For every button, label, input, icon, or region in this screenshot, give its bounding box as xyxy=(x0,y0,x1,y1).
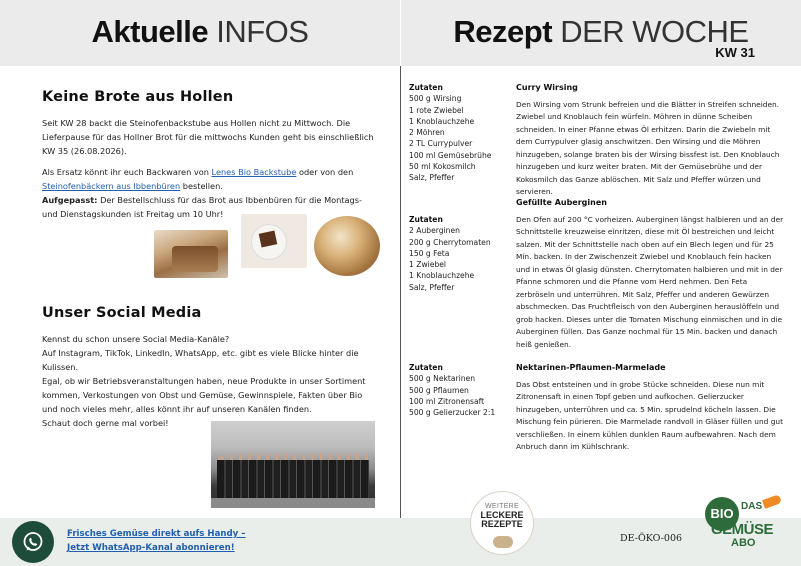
ingredient-item: 50 ml Kokosmilch xyxy=(409,162,476,172)
news-section xyxy=(42,90,378,228)
news-paragraph-1: Seit KW 28 backt die Steinofenbackstube aus Hollen nicht zu Mittwoch. Die Lieferpause für das Hollner Brot für die mittwochs Kunden geht bis einschließlich KW 35 (26.08.2026). xyxy=(42,118,374,156)
badge-main-line-2: REZEPTE xyxy=(481,519,523,529)
week-label: KW 31 xyxy=(715,45,755,60)
ingredient-item: 2 TL Currypulver xyxy=(409,139,473,149)
team-group-photo xyxy=(211,421,375,508)
recipe-title: Nektarinen-Pflaumen-Marmelade xyxy=(516,363,666,372)
bio-gemuese-abo-logo xyxy=(705,495,785,551)
team-crowd xyxy=(217,460,369,498)
ingredients-auberginen xyxy=(409,214,509,293)
whatsapp-link-line-1: Frisches Gemüse direkt aufs Handy – xyxy=(67,529,246,539)
more-recipes-badge[interactable] xyxy=(470,491,534,555)
social-title: Unser Social Media xyxy=(42,305,202,321)
logo-gemuese: GEMÜSE xyxy=(711,521,774,538)
news-p2-mid: oder von den xyxy=(296,167,354,177)
ingredient-item: 100 ml Gemüsebrühe xyxy=(409,150,492,160)
recipe-text: Den Ofen auf 200 °C vorheizen. Auberginen längst halbieren und an der Schnittstelle kreuzweise einritzen, diese mit Öl bestreichen und leicht salzen. Mit der Schnittstelle nach oben auf ein Blech legen und für 25 Min. backen. In der Zwischenzeit Zwiebel und Knoblauch fein hacken und in etwas Öl glasig dünsten. Cherrytomaten halbieren und mit in der Pfanne schmoren und die Pfanne vom Herd nehmen. Den Feta zerbröseln und unterrühren. Mit Salz, Pfeffer und anderen Gewürzen abschmecken. Das Fruchtfleisch von den Auberginen herauslöffeln und grob hacken. Dieses unter die Tomaten Mischung einmischen und in die Auberginen füllen. Das Ganze nochmal für 15 Min. backen und danach heiß genießen. xyxy=(516,214,784,349)
ingredients-curry-wirsing xyxy=(409,82,509,184)
header-right-bold: Rezept xyxy=(453,14,553,49)
header-left-bold: Aktuelle xyxy=(91,14,209,49)
ingredient-item: 200 g Cherrytomaten xyxy=(409,237,491,247)
carrot-icon xyxy=(762,494,782,509)
link-lenes-bio-backstube[interactable]: Lenes Bio Backstube xyxy=(211,167,297,177)
logo-das: DAS xyxy=(741,501,763,512)
ingredient-item: 1 Zwiebel xyxy=(409,260,447,270)
news-p2-start: Als Ersatz könnt ihr euch Backwaren von xyxy=(42,167,212,177)
news-p2-end: bestellen. xyxy=(180,181,223,191)
recipe-title: Curry Wirsing xyxy=(516,83,578,92)
brownie-photo xyxy=(241,214,307,268)
eco-control-code: DE-ÖKO-006 xyxy=(620,533,683,544)
recipe-text: Das Obst entsteinen und in grobe Stücke schneiden. Diese nun mit Zitronensaft in einen Topf geben und aufkochen. Gelierzucker hinzugeben, unterrühren und ca. 5 Min. sprudelnd köcheln lassen. Die Mischung fein pürieren. Die Marmelade randvoll in Gläser füllen und gut verschließen. In einem kühlen dunklen Raum aufbewahren. Nach dem Anbruch dann im Kühlschrank. xyxy=(516,379,783,451)
whatsapp-icon xyxy=(21,530,45,554)
column-divider xyxy=(400,66,401,518)
header-left-thin: INFOS xyxy=(216,14,309,49)
whatsapp-button[interactable] xyxy=(12,521,54,563)
social-line-2: Auf Instagram, TikTok, LinkedIn, WhatsApp, etc. gibt es viele Blicke hinter die Kulissen. xyxy=(42,348,359,372)
recipe-nektarinen-pflaumen-marmelade xyxy=(516,362,784,454)
ingredient-item: 500 g Pflaumen xyxy=(409,385,469,395)
badge-decoration xyxy=(493,536,513,548)
whatsapp-link-line-2: Jetzt WhatsApp-Kanal abonnieren! xyxy=(67,543,235,553)
header-left-title xyxy=(0,14,400,50)
badge-main-line-1: LECKERE xyxy=(480,510,524,520)
badge-top-text: WEITERE xyxy=(485,503,519,510)
social-line-3: Egal, ob wir Betriebsveranstaltungen haben, neue Produkte in unser Sortiment kommen, Verkostungen von Obst und Gemüse, Gewinnspiele, Fakten über Bio und noch vieles mehr, alles könnt ihr auf unseren Kanälen finden. xyxy=(42,376,366,414)
ingredient-item: Salz, Pfeffer xyxy=(409,173,455,183)
ingredient-item: 2 Auberginen xyxy=(409,226,460,236)
ingredient-item: 500 g Gelierzucker 2:1 xyxy=(409,408,496,418)
ingredient-item: 100 ml Zitronensaft xyxy=(409,396,485,406)
recipe-curry-wirsing xyxy=(516,82,784,199)
ingredients-marmelade xyxy=(409,362,509,418)
recipe-text: Den Wirsing vom Strunk befreien und die Blätter in Streifen schneiden. Zwiebel und Knoblauch fein würfeln. Möhren in dünne Scheiben schneiden. In einer Pfanne etwas Öl erhitzen. Darin die Zwiebeln mit dem Currypulver glasig anschwitzen. Den Wirsing und die Möhren hinzugeben, solange braten bis der Wirsing bissfest ist. Den Knoblauch hinzugeben und kurz weiter braten. Mit der Gemüsebrühe und der Kokosmilch das Ganze ablöschen. Mit Salz und Pfeffer würzen und servieren. xyxy=(516,99,780,196)
ingredient-item: 500 g Nektarinen xyxy=(409,374,476,384)
ingredient-item: 1 Knoblauchzehe xyxy=(409,271,475,281)
ingredient-item: 1 rote Zwiebel xyxy=(409,105,464,115)
social-line-1: Kennst du schon unsere Social Media-Kanäle? xyxy=(42,334,230,344)
ingredient-item: 500 g Wirsing xyxy=(409,94,462,104)
recipe-gefuellte-auberginen xyxy=(516,197,784,351)
social-line-4: Schaut doch gerne mal vorbei! xyxy=(42,418,169,428)
news-title: Keine Brote aus Hollen xyxy=(42,89,234,105)
round-bread-photo xyxy=(314,216,380,276)
ingredients-label: Zutaten xyxy=(409,83,443,92)
logo-abo: ABO xyxy=(731,537,756,549)
bread-photos xyxy=(154,214,384,280)
ingredient-item: 2 Möhren xyxy=(409,128,445,138)
recipe-title: Gefüllte Auberginen xyxy=(516,198,607,207)
logo-bio: BIO xyxy=(705,497,739,531)
whatsapp-channel-link[interactable] xyxy=(67,527,246,555)
link-steinofenbaecker[interactable]: Steinofenbäckern aus Ibbenbüren xyxy=(42,181,181,191)
header-right-thin: DER WOCHE xyxy=(560,14,749,49)
team-floor xyxy=(211,498,375,508)
news-p3-text: Der Bestellschluss für das Brot aus Ibbenbüren für die Montags- und Dienstagskunden ist Freitag um 10 Uhr! xyxy=(42,195,362,219)
ingredients-label: Zutaten xyxy=(409,363,443,372)
ingredient-item: 150 g Feta xyxy=(409,248,450,258)
ingredient-item: Salz, Pfeffer xyxy=(409,282,455,292)
social-section xyxy=(42,306,378,430)
ingredients-label: Zutaten xyxy=(409,215,443,224)
ingredient-item: 1 Knoblauchzehe xyxy=(409,116,475,126)
news-paragraph-2 xyxy=(42,165,378,193)
badge-main-text xyxy=(471,511,533,529)
news-p3-bold: Aufgepasst: xyxy=(42,195,98,205)
bread-loaf-photo xyxy=(154,230,228,278)
